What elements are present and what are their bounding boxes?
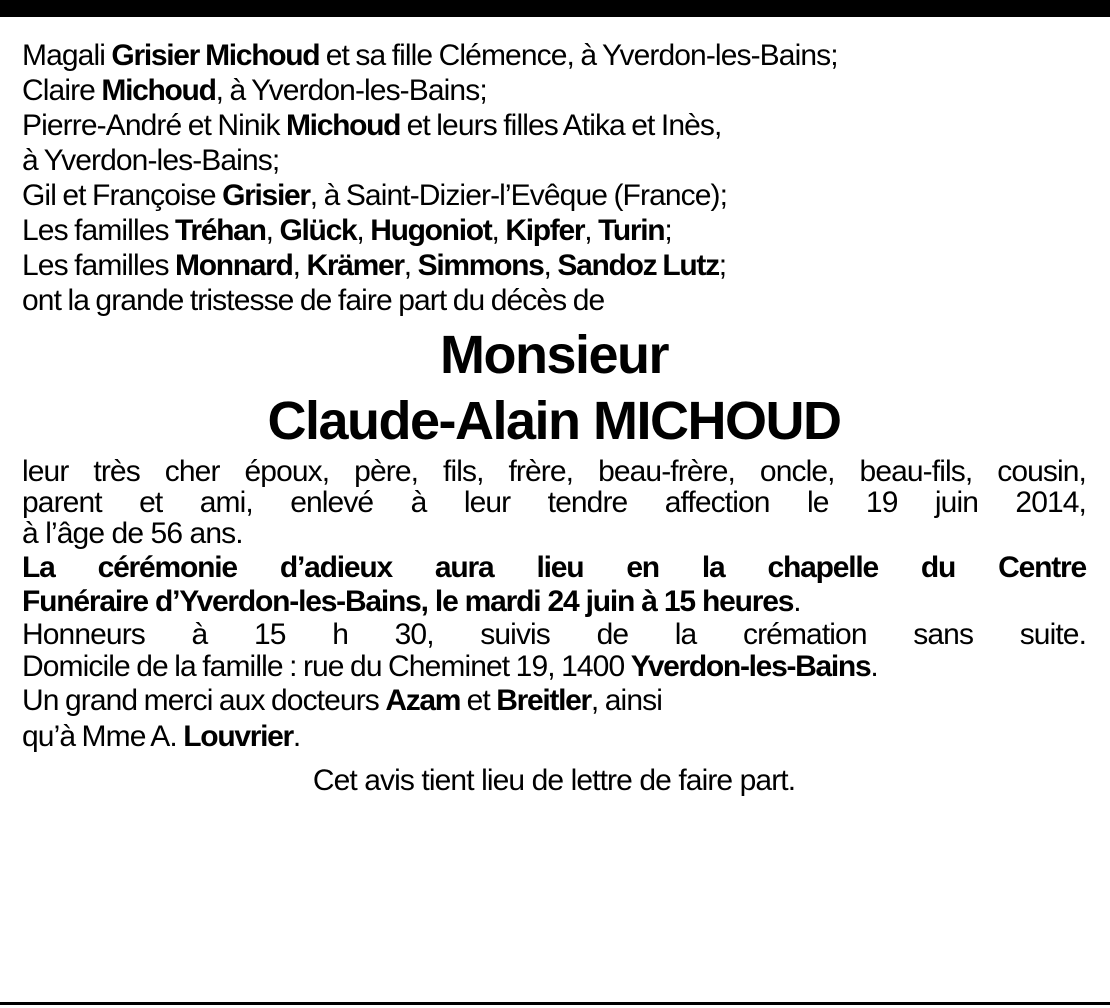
family-line-2 bbox=[22, 73, 1086, 108]
family-line-3 bbox=[22, 108, 1086, 143]
domicile-line bbox=[22, 650, 1086, 683]
ceremony-text: Funéraire d’Yverdon-les-Bains, le mardi 24 juin à 15 heures bbox=[22, 585, 794, 618]
separator: . bbox=[793, 585, 801, 618]
text-segment: et bbox=[460, 684, 497, 717]
doctor-name: Breitler bbox=[496, 684, 591, 717]
family-line-6 bbox=[22, 213, 1086, 248]
thanks-line-2 bbox=[22, 719, 1086, 755]
top-border-rule bbox=[0, 0, 1110, 17]
text-segment: Pierre-André et Ninik bbox=[22, 109, 286, 142]
deceased-name: Claude-Alain MICHOUD bbox=[267, 391, 841, 451]
family-name: Michoud bbox=[285, 109, 401, 142]
separator: , bbox=[403, 249, 418, 282]
description-line-2: parent et ami, enlevé à leur tendre affection le 19 juin 2014, bbox=[22, 486, 1086, 519]
family-name: Turin bbox=[598, 214, 665, 247]
family-line-7 bbox=[22, 248, 1086, 283]
footer-note: Cet avis tient lieu de lettre de faire part. bbox=[312, 764, 796, 797]
family-line-1 bbox=[22, 38, 1086, 73]
family-name: Glück bbox=[279, 214, 357, 247]
separator: . bbox=[870, 650, 878, 683]
family-name: Grisier Michoud bbox=[111, 39, 320, 72]
family-name: Hugoniot bbox=[370, 214, 492, 247]
separator: , bbox=[292, 249, 307, 282]
bottom-border-rule bbox=[0, 1002, 1110, 1005]
thanks-line-1 bbox=[22, 683, 1086, 719]
deceased-salutation: Monsieur bbox=[439, 325, 669, 385]
separator: , bbox=[491, 214, 506, 247]
text-segment: Domicile de la famille : rue du Cheminet 19, 1400 bbox=[22, 650, 631, 683]
person-name: Louvrier bbox=[183, 720, 293, 753]
description-line-3: à l’âge de 56 ans. bbox=[22, 517, 243, 550]
description-line-1: leur très cher époux, père, fils, frère, beau-frère, oncle, beau-fils, cousin, bbox=[22, 455, 1086, 488]
family-name: Kipfer bbox=[505, 214, 585, 247]
text-segment: Un grand merci aux docteurs bbox=[22, 684, 386, 717]
separator: , bbox=[584, 214, 599, 247]
family-name: Tréhan bbox=[175, 214, 266, 247]
ceremony-line-2 bbox=[22, 585, 1086, 619]
text-segment: Les familles bbox=[22, 214, 176, 247]
separator: ; bbox=[718, 249, 727, 282]
text-segment: , à Saint-Dizier-l’Evêque (France); bbox=[309, 179, 728, 212]
family-name: Michoud bbox=[101, 74, 216, 107]
place-name: Yverdon-les-Bains bbox=[630, 650, 871, 683]
text-segment: qu’à Mme A. bbox=[22, 720, 184, 753]
separator: , bbox=[265, 214, 280, 247]
text-segment: Gil et Françoise bbox=[22, 179, 223, 212]
family-line-5 bbox=[22, 178, 1086, 213]
text-segment: et sa fille Clémence, à Yverdon-les-Bains; bbox=[319, 39, 838, 72]
separator: , bbox=[356, 214, 371, 247]
text-segment: Les familles bbox=[22, 249, 176, 282]
text-segment: , ainsi bbox=[590, 684, 662, 717]
family-name: Grisier bbox=[222, 179, 310, 212]
family-name: Krämer bbox=[306, 249, 404, 282]
separator: . bbox=[292, 720, 301, 753]
separator: ; bbox=[664, 214, 672, 247]
family-name: Simmons bbox=[417, 249, 544, 282]
text-segment: , à Yverdon-les-Bains; bbox=[215, 74, 487, 107]
announcement-line: ont la grande tristesse de faire part du décès de bbox=[22, 284, 605, 317]
ceremony-line-1: La cérémonie d’adieux aura lieu en la chapelle du Centre bbox=[22, 551, 1086, 584]
doctor-name: Azam bbox=[385, 684, 461, 717]
family-name: Monnard bbox=[175, 249, 293, 282]
text-segment: Claire bbox=[22, 74, 102, 107]
text-segment: Magali bbox=[22, 39, 112, 72]
family-name: Sandoz Lutz bbox=[557, 249, 719, 282]
honneurs-line: Honneurs à 15 h 30, suivis de la crémation sans suite. bbox=[22, 618, 1086, 651]
family-line-4: à Yverdon-les-Bains; bbox=[22, 144, 280, 177]
separator: , bbox=[543, 249, 558, 282]
death-notice bbox=[22, 38, 1086, 799]
text-segment: et leurs filles Atika et Inès, bbox=[400, 109, 722, 142]
